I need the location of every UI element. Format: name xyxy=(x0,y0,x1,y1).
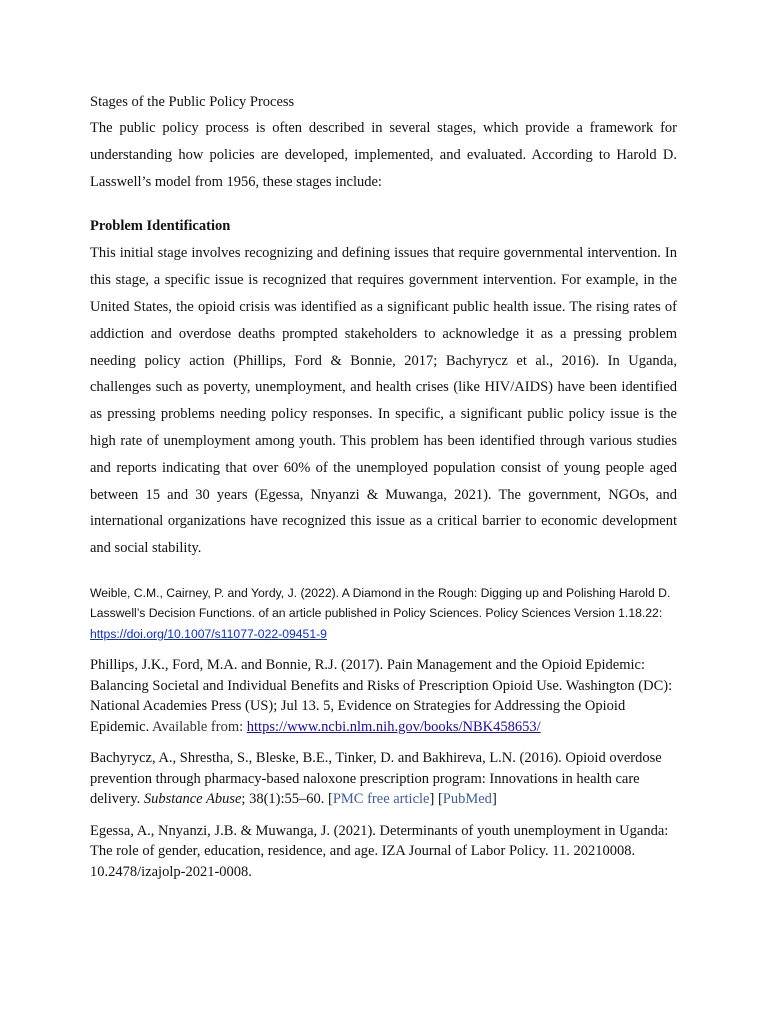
reference-weible-doi-link[interactable]: https://doi.org/10.1007/s11077-022-09451-9 xyxy=(90,626,327,641)
reference-bachyrycz-separator: ] [ xyxy=(429,791,443,808)
reference-phillips-available: Available from: xyxy=(152,718,247,735)
reference-weible xyxy=(90,583,677,645)
reference-phillips-text: Phillips, J.K., Ford, M.A. and Bonnie, R.J. (2017). Pain Management and the Opioid Epidemic: Balancing Societal and Individual Benefits and Risks of Prescription Opioid Use. Washington (DC): National Academies Press (US); Jul 13. 5, Evidence on Strategies for Addressing the Opioid Epidemic. xyxy=(90,657,673,735)
intro-paragraph: The public policy process is often described in several stages, which provide a framework for understanding how policies are developed, implemented, and evaluated. According to Harold D. Lasswell’s model from 1956, these stages include: xyxy=(90,120,677,190)
reference-bachyrycz-text: Bachyrycz, A., Shrestha, S., Bleske, B.E., Tinker, D. and Bakhireva, L.N. (2016). Opioid overdose prevention through pharmacy-based naloxone prescription program: Innovations in health care delivery. xyxy=(90,750,662,808)
reference-weible-text: Weible, C.M., Cairney, P. and Yordy, J. (2022). A Diamond in the Rough: Digging up and Polishing Harold D. Lasswell’s Decision Functions. of an article published in Policy Sciences. Policy Sciences Version 1.18.22: xyxy=(90,585,671,621)
reference-phillips-ncbi-link[interactable]: https://www.ncbi.nlm.nih.gov/books/NBK458653/ xyxy=(246,718,541,735)
reference-phillips xyxy=(90,655,677,737)
pmc-free-article-link[interactable]: PMC free article xyxy=(332,791,430,808)
document-title: Stages of the Public Policy Process xyxy=(90,94,295,110)
section-heading: Problem Identification xyxy=(90,218,231,235)
reference-bachyrycz xyxy=(90,748,677,810)
document-content xyxy=(90,92,677,882)
reference-bachyrycz-details: ; 38(1):55–60. [ xyxy=(241,791,333,808)
pubmed-link[interactable]: PubMed xyxy=(442,791,492,808)
reference-egessa: Egessa, A., Nnyanzi, J.B. & Muwanga, J. (2021). Determinants of youth unemployment in Uganda: The role of gender, education, residence, and age. IZA Journal of Labor Policy. 11. 20210008. 10.2478/izajolp-2021-0008. xyxy=(90,822,669,880)
reference-bachyrycz-journal: Substance Abuse xyxy=(143,791,242,808)
reference-bachyrycz-end: ] xyxy=(491,791,497,808)
section-body-paragraph: This initial stage involves recognizing and defining issues that require governmental intervention. In this stage, a specific issue is recognized that requires government intervention. For example, in the United States, the opioid crisis was identified as a significant public health issue. The rising rates of addiction and overdose deaths prompted stakeholders to acknowledge it as a pressing problem needing policy action (Phillips, Ford & Bonnie, 2017; Bachyrycz et al., 2016). In Uganda, challenges such as poverty, unemployment, and health crises (like HIV/AIDS) have been identified as pressing problems needing policy responses. In specific, a significant public policy issue is the high rate of unemployment among youth. This problem has been identified through various studies and reports indicating that over 60% of the unemployed population consist of young people aged between 15 and 30 years (Egessa, Nnyanzi & Muwanga, 2021). The government, NGOs, and international organizations have recognized this issue as a critical barrier to economic development and social stability. xyxy=(90,245,677,557)
